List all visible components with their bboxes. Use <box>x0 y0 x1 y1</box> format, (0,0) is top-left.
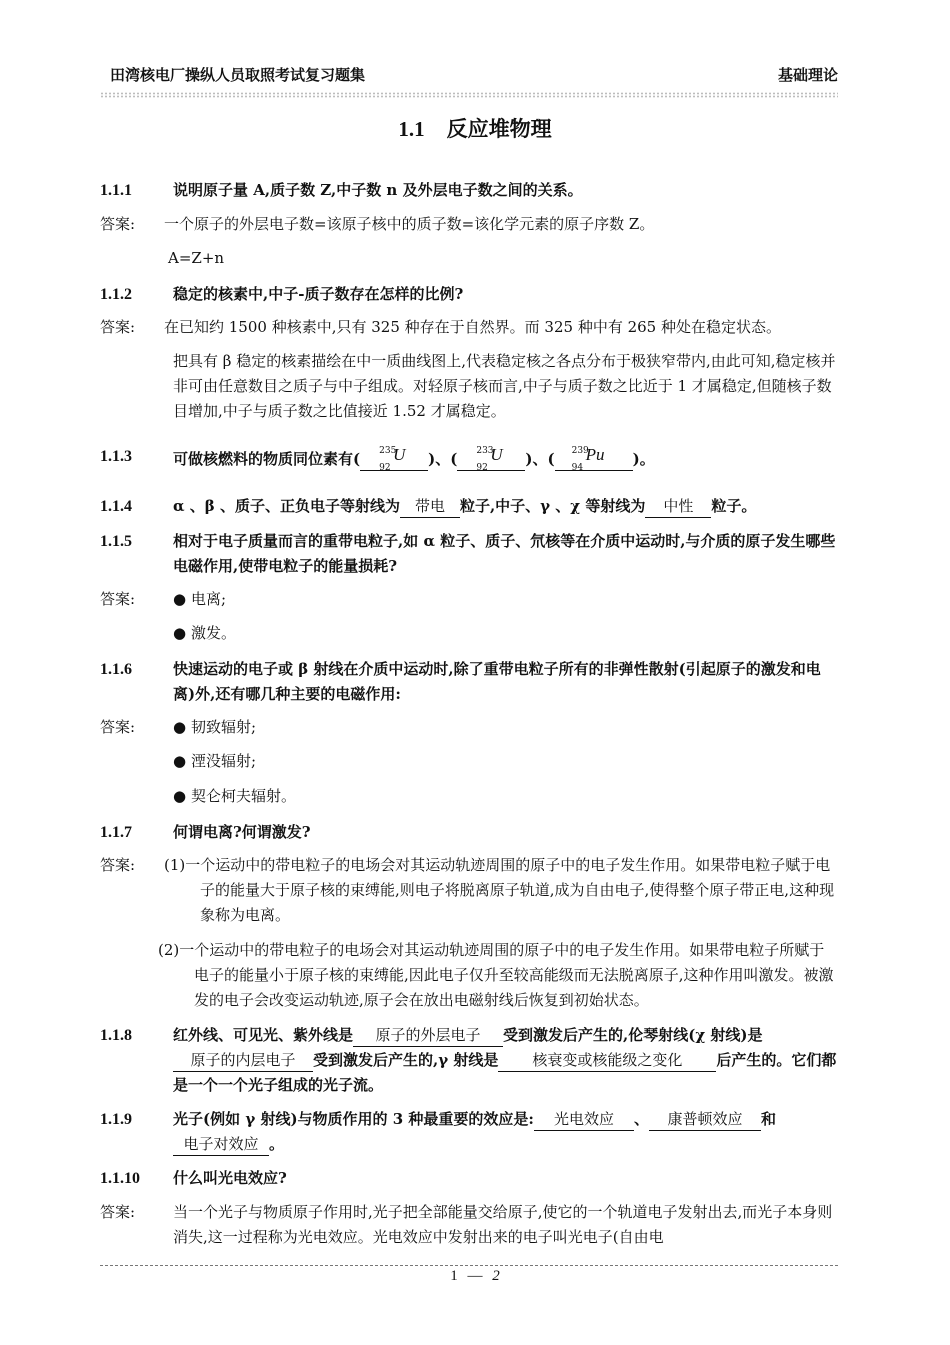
answer-1-1-5-item-2 <box>100 621 838 646</box>
isotope-notation <box>566 444 622 473</box>
question-1-1-8 <box>100 1023 838 1098</box>
sentence-end: 。 <box>639 450 655 468</box>
answer-blank: 带电 <box>400 495 460 518</box>
question-segment: 受到激发后产生的,γ 射线是 <box>313 1051 499 1069</box>
answer-paragraph: 把具有 β 稳定的核素描绘在中一质曲线图上,代表稳定核之各点分布于极狭窄带内,由此可知,稳定核并非可由任意数目之质子与中子组成。对轻原子核而言,中子与质子数之比近于 1 才属稳定,但随核子数目增加,中子与质子数之比值接近 1.52 才属稳定。 <box>173 352 836 420</box>
answer-paragraph-2: (2)一个运动中的带电粒子的电场会对其运动轨迹周围的原子中的电子发生作用。如果带电粒子所赋于电子的能量小于原子核的束缚能,因此电子仅升至较高能级而无法脱离原子,这种作用叫激发。被激发的电子会改变运动轨迹,原子会在放出电磁射线后恢复到初始状态。 <box>158 941 834 1009</box>
question-number: 1.1.6 <box>100 661 132 678</box>
question-text: 稳定的核素中,中子-质子数存在怎样的比例? <box>173 285 464 303</box>
answer-blank-isotope-3 <box>555 444 633 471</box>
question-1-1-5 <box>100 529 838 579</box>
answer-label: 答案: <box>100 1203 136 1221</box>
answer-blank-isotope-2 <box>457 444 525 471</box>
question-number: 1.1.9 <box>100 1111 132 1128</box>
mass-number: 235 <box>379 446 397 456</box>
bullet-text: 激发。 <box>191 624 237 642</box>
question-number: 1.1.2 <box>100 286 132 303</box>
answer-blank: 原子的内层电子 <box>173 1049 313 1072</box>
section-name: 反应堆物理 <box>446 116 552 141</box>
bullet-dot: ● <box>173 624 187 642</box>
question-segment: 后产生的。它们都是一个一个光子组成的光子流。 <box>173 1051 837 1094</box>
question-1-1-7 <box>100 820 838 845</box>
section-number: 1.1 <box>398 117 425 141</box>
bullet-text: 湮没辐射; <box>191 752 257 770</box>
bullet-item <box>173 784 838 809</box>
formula-line <box>100 246 838 271</box>
question-number: 1.1.3 <box>100 448 132 465</box>
page-separator: — <box>467 1268 483 1284</box>
answer-label: 答案: <box>100 318 136 336</box>
answer-blank: 康普顿效应 <box>649 1108 761 1131</box>
atomic-number: 94 <box>571 463 584 473</box>
answer-label: 答案: <box>100 856 136 874</box>
question-number: 1.1.1 <box>100 182 132 199</box>
question-text: 什么叫光电效应? <box>173 1169 287 1187</box>
answer-label: 答案: <box>100 590 136 608</box>
answer-label: 答案: <box>100 215 136 233</box>
question-text <box>173 1107 838 1157</box>
question-1-1-6 <box>100 657 838 707</box>
page-number: 1 <box>450 1268 458 1284</box>
question-1-1-2 <box>100 282 838 307</box>
separator: 、 <box>435 450 451 468</box>
question-number: 1.1.7 <box>100 824 132 841</box>
answer-1-1-2 <box>100 315 838 340</box>
answer-blank: 核衰变或核能级之变化 <box>498 1049 716 1072</box>
answer-1-1-6-item-3 <box>100 784 838 809</box>
question-text <box>173 494 838 519</box>
bullet-dot: ● <box>173 787 187 805</box>
answer-1-1-7-part-2 <box>100 938 838 1013</box>
bullet-text: 韧致辐射; <box>191 718 257 736</box>
atomic-number: 92 <box>476 463 488 473</box>
question-segment: α 、β 、质子、正负电子等射线为 <box>173 497 400 515</box>
question-text: 相对于电子质量而言的重带电粒子,如 α 粒子、质子、氘核等在介质中运动时,与介质的原子发生哪些电磁作用,使带电粒子的能量损耗? <box>173 532 836 575</box>
question-1-1-10 <box>100 1166 838 1191</box>
page-total: 2 <box>492 1268 500 1284</box>
question-text <box>173 1023 838 1098</box>
answer-paragraph-1: (1)一个运动中的带电粒子的电场会对其运动轨迹周围的原子中的电子发生作用。如果带电粒子赋于电子的能量大于原子核的束缚能,则电子将脱离原子轨道,成为自由电子,使得整个原子带正电,这种现象称为电离。 <box>164 856 835 924</box>
atomic-number: 92 <box>379 463 391 473</box>
isotope-notation <box>470 444 512 473</box>
answer-1-1-2-paragraph <box>100 349 838 424</box>
question-segment: 。 <box>269 1135 285 1153</box>
answer-1-1-5 <box>100 587 838 612</box>
isotope-notation <box>373 444 415 473</box>
question-text: 可做核燃料的物质同位素有( 235 92 U )、( 233 92 U )、( 239 94 Pu )。 <box>173 444 838 472</box>
answer-blank: 原子的外层电子 <box>353 1024 503 1047</box>
answer-blank: 光电效应 <box>534 1108 634 1131</box>
mass-number: 239 <box>571 446 589 456</box>
question-number: 1.1.4 <box>100 498 132 515</box>
header-divider <box>100 92 838 98</box>
question-text: 快速运动的电子或 β 射线在介质中运动时,除了重带电粒子所有的非弹性散射(引起原子的激发和电离)外,还有哪几种主要的电磁作用: <box>173 660 821 703</box>
question-1-1-1 <box>100 178 838 203</box>
bullet-dot: ● <box>173 590 187 608</box>
answer-text: 当一个光子与物质原子作用时,光子把全部能量交给原子,使它的一个轨道电子发射出去,而光子本身则消失,这一过程称为光电效应。光电效应中发射出来的电子叫光电子(自由电 <box>173 1203 833 1246</box>
question-number: 1.1.5 <box>100 533 132 550</box>
page-footer <box>0 1268 950 1285</box>
bullet-text: 契仑柯夫辐射。 <box>191 787 297 805</box>
header-doc-title: 田湾核电厂操纵人员取照考试复习题集 <box>110 66 366 84</box>
question-segment: 粒子。 <box>711 497 757 515</box>
formula: A=Z+n <box>168 249 225 267</box>
element-symbol: Pu <box>585 445 605 464</box>
answer-label: 答案: <box>100 718 136 736</box>
header-category: 基础理论 <box>777 66 838 84</box>
answer-1-1-10 <box>100 1200 838 1250</box>
question-segment: 光子(例如 γ 射线)与物质作用的 3 种最重要的效应是: <box>173 1110 534 1128</box>
bullet-item <box>173 621 838 646</box>
question-1-1-4 <box>100 494 838 519</box>
running-header <box>100 64 838 86</box>
answer-1-1-7 <box>100 853 838 928</box>
answer-text: 在已知约 1500 种核素中,只有 325 种存在于自然界。而 325 种中有 265 种处在稳定状态。 <box>164 318 781 336</box>
footer-divider <box>100 1265 838 1266</box>
question-segment: 红外线、可见光、紫外线是 <box>173 1026 354 1044</box>
element-symbol: U <box>490 445 503 464</box>
question-number: 1.1.10 <box>100 1170 140 1187</box>
question-number: 1.1.8 <box>100 1027 132 1044</box>
question-1-1-9 <box>100 1107 838 1157</box>
answer-blank: 中性 <box>645 495 711 518</box>
bullet-dot: ● <box>173 718 187 736</box>
question-text: 何谓电离?何谓激发? <box>173 823 311 841</box>
bullet-item <box>173 715 838 740</box>
answer-blank: 电子对效应 <box>173 1133 269 1156</box>
answer-1-1-1 <box>100 212 838 237</box>
question-segment: 粒子,中子、γ 、χ 等射线为 <box>459 497 646 515</box>
question-lead: 可做核燃料的物质同位素有 <box>173 450 354 468</box>
question-text: 说明原子量 A,质子数 Z,中子数 n 及外层电子数之间的关系。 <box>173 181 583 199</box>
separator: 、 <box>532 450 548 468</box>
question-segment: 、 <box>633 1110 649 1128</box>
question-segment: 和 <box>760 1110 776 1128</box>
answer-1-1-6-item-2 <box>100 749 838 774</box>
element-symbol: U <box>393 445 406 464</box>
answer-blank-isotope-1 <box>360 444 428 471</box>
bullet-item <box>173 749 838 774</box>
question-segment: 受到激发后产生的,伦琴射线(χ 射线)是 <box>503 1026 763 1044</box>
section-title <box>0 113 950 143</box>
bullet-text: 电离; <box>191 590 227 608</box>
bullet-dot: ● <box>173 752 187 770</box>
bullet-item <box>173 587 838 612</box>
question-1-1-3 <box>100 444 838 472</box>
answer-text: 一个原子的外层电子数=该原子核中的质子数=该化学元素的原子序数 Z。 <box>164 215 655 233</box>
answer-1-1-6 <box>100 715 838 740</box>
mass-number: 233 <box>476 446 494 456</box>
